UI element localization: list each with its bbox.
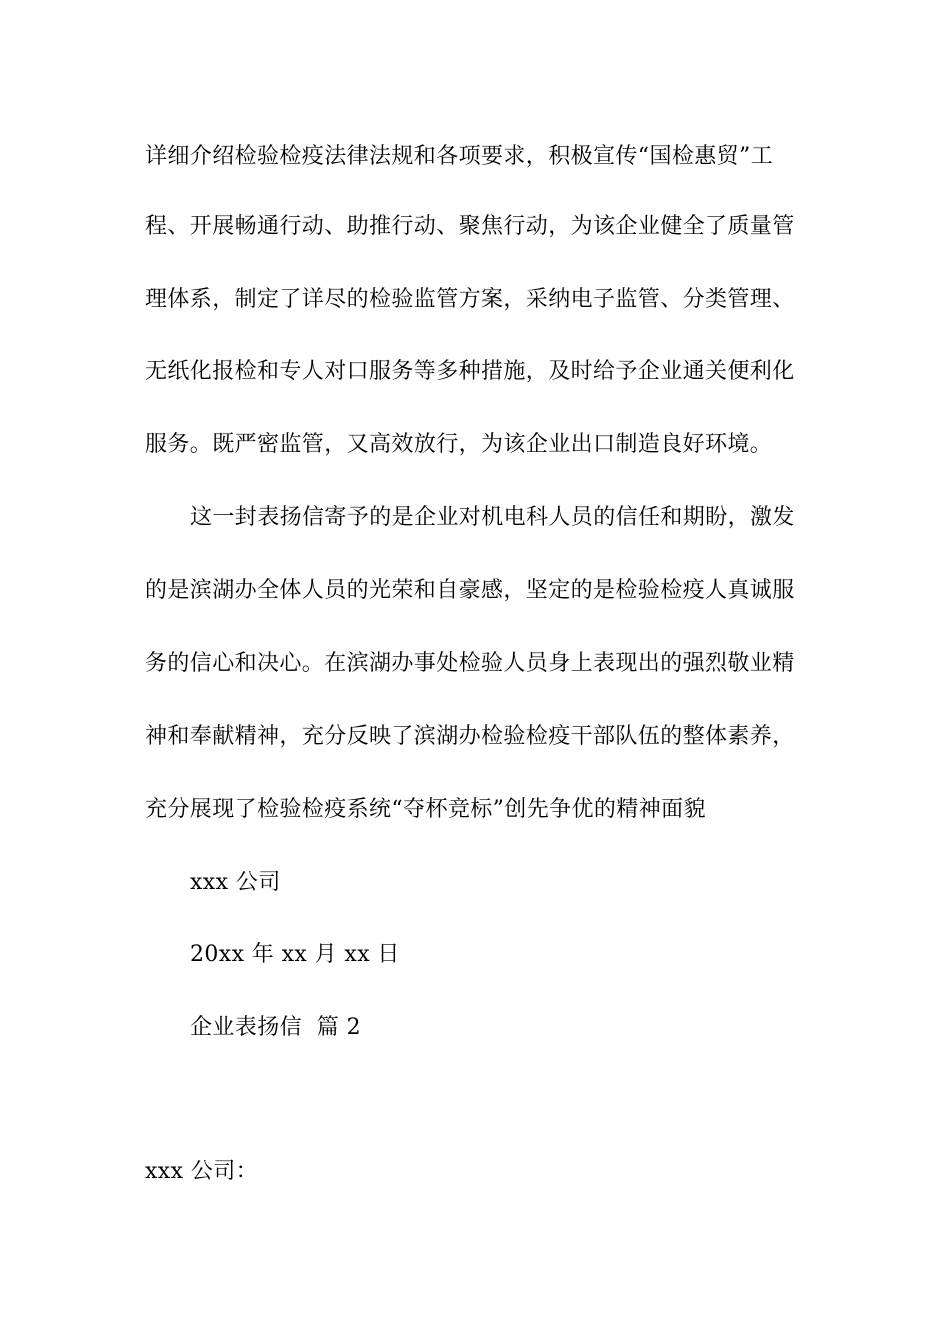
- paragraph-line: 务的信心和决心。在滨湖办事处检验人员身上表现出的强烈敬业精: [145, 651, 795, 676]
- section-title: 企业表扬信 篇 2: [190, 1015, 361, 1040]
- signature-company: xxx 公司: [190, 870, 281, 895]
- paragraph-line: 服务。既严密监管，又高效放行，为该企业出口制造良好环境。: [145, 432, 773, 457]
- paragraph-line: 程、开展畅通行动、助推行动、聚焦行动，为该企业健全了质量管: [145, 214, 795, 239]
- salutation: xxx 公司：: [145, 1159, 259, 1184]
- paragraph-line: 充分展现了检验检疫系统“夺杯竞标”创先争优的精神面貌: [145, 797, 706, 822]
- paragraph-line: 无纸化报检和专人对口服务等多种措施，及时给予企业通关便利化: [145, 359, 795, 384]
- paragraph-line: 这一封表扬信寄予的是企业对机电科人员的信任和期盼，激发: [190, 505, 795, 530]
- paragraph-line: 的是滨湖办全体人员的光荣和自豪感，坚定的是检验检疫人真诚服: [145, 578, 795, 603]
- paragraph-line: 详细介绍检验检疫法律法规和各项要求，积极宣传“国检惠贸”工: [145, 144, 774, 169]
- paragraph-line: 理体系，制定了详尽的检验监管方案，采纳电子监管、分类管理、: [145, 287, 795, 312]
- paragraph-line: 神和奉献精神，充分反映了滨湖办检验检疫干部队伍的整体素养，: [145, 724, 795, 749]
- signature-date: 20xx 年 xx 月 xx 日: [190, 942, 400, 967]
